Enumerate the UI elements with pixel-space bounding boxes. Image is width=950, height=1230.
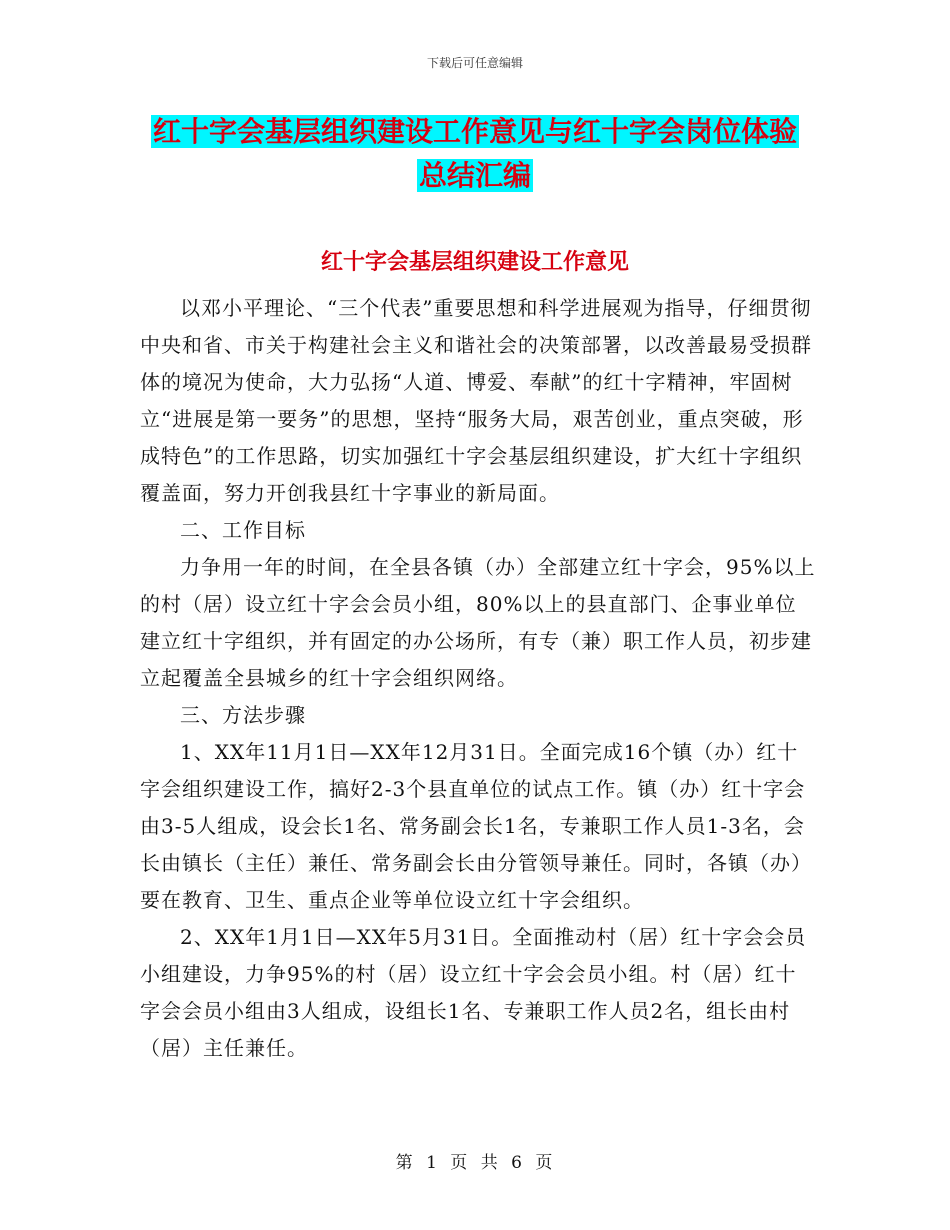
paragraph-goals: 力争用一年的时间，在全县各镇（办）全部建立红十字会，95%以上的村（居）设立红十字会会员小组，80%以上的县直部门、企事业单位建立红十字组织，并有固定的办公场所，有专（兼）职工作人员，初步建立起覆盖全县城乡的红十字会组织网络。 <box>140 555 816 690</box>
paragraph-step-1: 1、XX年11月1日—XX年12月31日。全面完成16个镇（办）红十字会组织建设工作，搞好2-3个县直单位的试点工作。镇（办）红十字会由3-5人组成，设会长1名、常务副会长1名，专兼职工作人员1-3名，会长由镇长（主任）兼任、常务副会长由分管领导兼任。同时，各镇（办）要在教育、卫生、重点企业等单位设立红十字会组织。 <box>140 740 812 912</box>
heading-work-goals: 二、工作目标 <box>180 518 306 542</box>
title-line-1 <box>0 110 950 154</box>
title-line-2 <box>0 154 950 198</box>
paragraph-step-2: 2、XX年1月1日—XX年5月31日。全面推动村（居）红十字会会员小组建设，力争95%的村（居）设立红十字会会员小组。村（居）红十字会会员小组由3人组成，设组长1名、专兼职工作人员2名，组长由村（居）主任兼任。 <box>140 925 807 1060</box>
page-header-note: 下载后可任意编辑 <box>426 56 523 70</box>
title-line-1-text: 红十字会基层组织建设工作意见与红十字会岗位体验 <box>152 115 797 148</box>
title-line-2-text: 总结汇编 <box>418 159 531 192</box>
heading-method-steps: 三、方法步骤 <box>180 703 306 727</box>
document-title <box>0 110 950 198</box>
section-heading: 红十字会基层组织建设工作意见 <box>320 250 629 275</box>
paragraph-intro: 以邓小平理论、“三个代表”重要思想和科学进展观为指导，仔细贯彻中央和省、市关于构建社会主义和谐社会的决策部署，以改善最易受损群体的境况为使命，大力弘扬“人道、博爱、奉献”的红十字精神，牢固树立“进展是第一要务”的思想，坚持“服务大局，艰苦创业，重点突破，形成特色”的工作思路，切实加强红十字会基层组织建设，扩大红十字组织覆盖面，努力开创我县红十字事业的新局面。 <box>140 296 812 505</box>
page-footer: 第 1 页 共 6 页 <box>395 1153 555 1173</box>
document-body <box>140 290 816 1067</box>
